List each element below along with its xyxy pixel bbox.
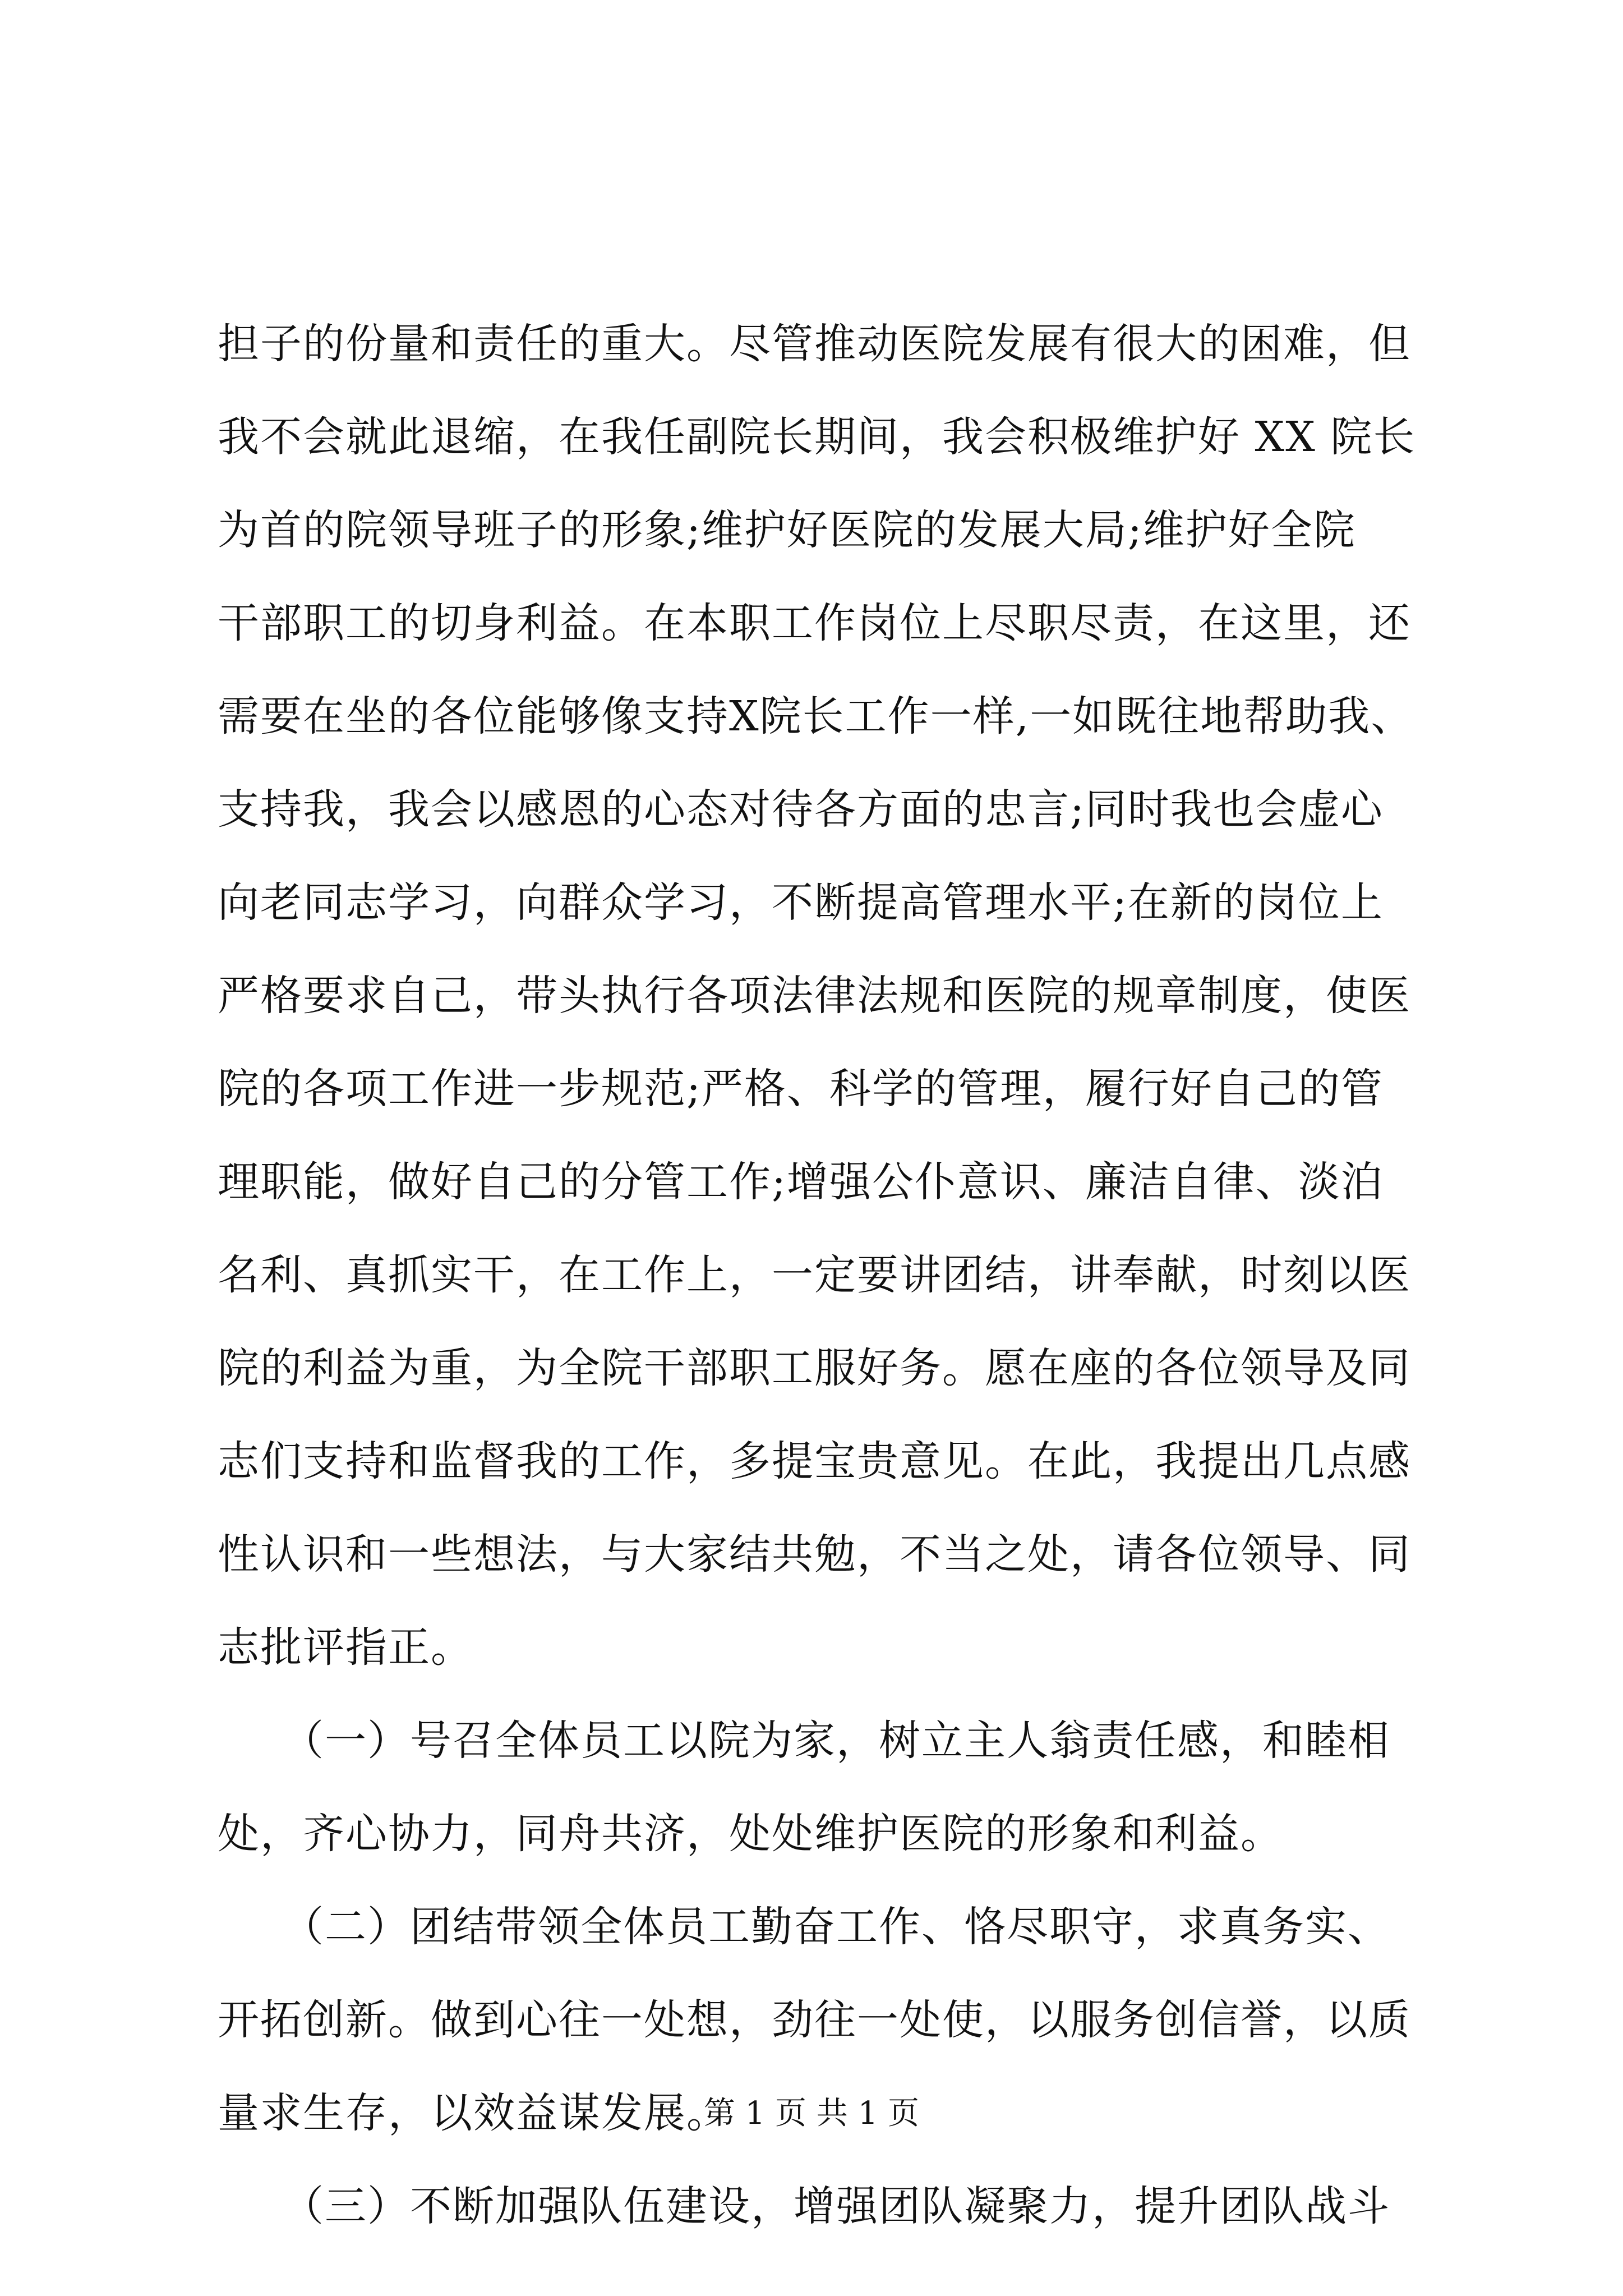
- text-line: 为首的院领导班子的形象;维护好医院的发展大局;维护好全院: [218, 506, 1356, 554]
- text-line: 向老同志学习，向群众学习，不断提高管理水平;在新的岗位上: [218, 878, 1384, 927]
- text-line: 开拓创新。做到心往一处想，劲往一处使，以服务创信誉，以质: [218, 1996, 1411, 2044]
- text-line: 我不会就此退缩，在我任副院长期间，我会积极维护好 XX 院长: [218, 413, 1416, 461]
- text-line: 名利、真抓实干，在工作上，一定要讲团结，讲奉献，时刻以医: [218, 1251, 1411, 1299]
- text-line: 志批评指正。: [218, 1623, 473, 1672]
- text-line: 严格要求自己，带头执行各项法律法规和医院的规章制度，使医: [218, 972, 1411, 1020]
- text-line: （二）团结带领全体员工勤奋工作、恪尽职守，求真务实、: [218, 1903, 1390, 1951]
- text-line: 担子的份量和责任的重大。尽管推动医院发展有很大的困难，但: [218, 320, 1411, 368]
- text-line: 院的利益为重，为全院干部职工服好务。愿在座的各位领导及同: [218, 1344, 1411, 1392]
- text-line: 性认识和一些想法，与大家结共勉，不当之处，请各位领导、同: [218, 1530, 1411, 1579]
- document-body: [218, 297, 1423, 2253]
- text-line: （三）不断加强队伍建设，增强团队凝聚力，提升团队战斗: [218, 2182, 1390, 2230]
- text-line: 理职能，做好自己的分管工作;增强公仆意识、廉洁自律、淡泊: [218, 1158, 1384, 1206]
- page-footer: 第 1 页 共 1 页: [703, 2095, 920, 2132]
- text-line: 院的各项工作进一步规范;严格、科学的管理，履行好自己的管: [218, 1065, 1384, 1113]
- text-line: 处，齐心协力，同舟共济，处处维护医院的形象和利益。: [218, 1810, 1283, 1858]
- text-line: 干部职工的切身利益。在本职工作岗位上尽职尽责，在这里，还: [218, 599, 1411, 647]
- text-line: 需要在坐的各位能够像支持X院长工作一样,一如既往地帮助我、: [218, 692, 1414, 740]
- text-line: （一）号召全体员工以院为家，树立主人翁责任感，和睦相: [218, 1717, 1390, 1765]
- text-line: 支持我，我会以感恩的心态对待各方面的忠言;同时我也会虚心: [218, 785, 1384, 834]
- text-line: 志们支持和监督我的工作，多提宝贵意见。在此，我提出几点感: [218, 1437, 1411, 1485]
- text-line: 量求生存，以效益谋发展。: [218, 2089, 729, 2137]
